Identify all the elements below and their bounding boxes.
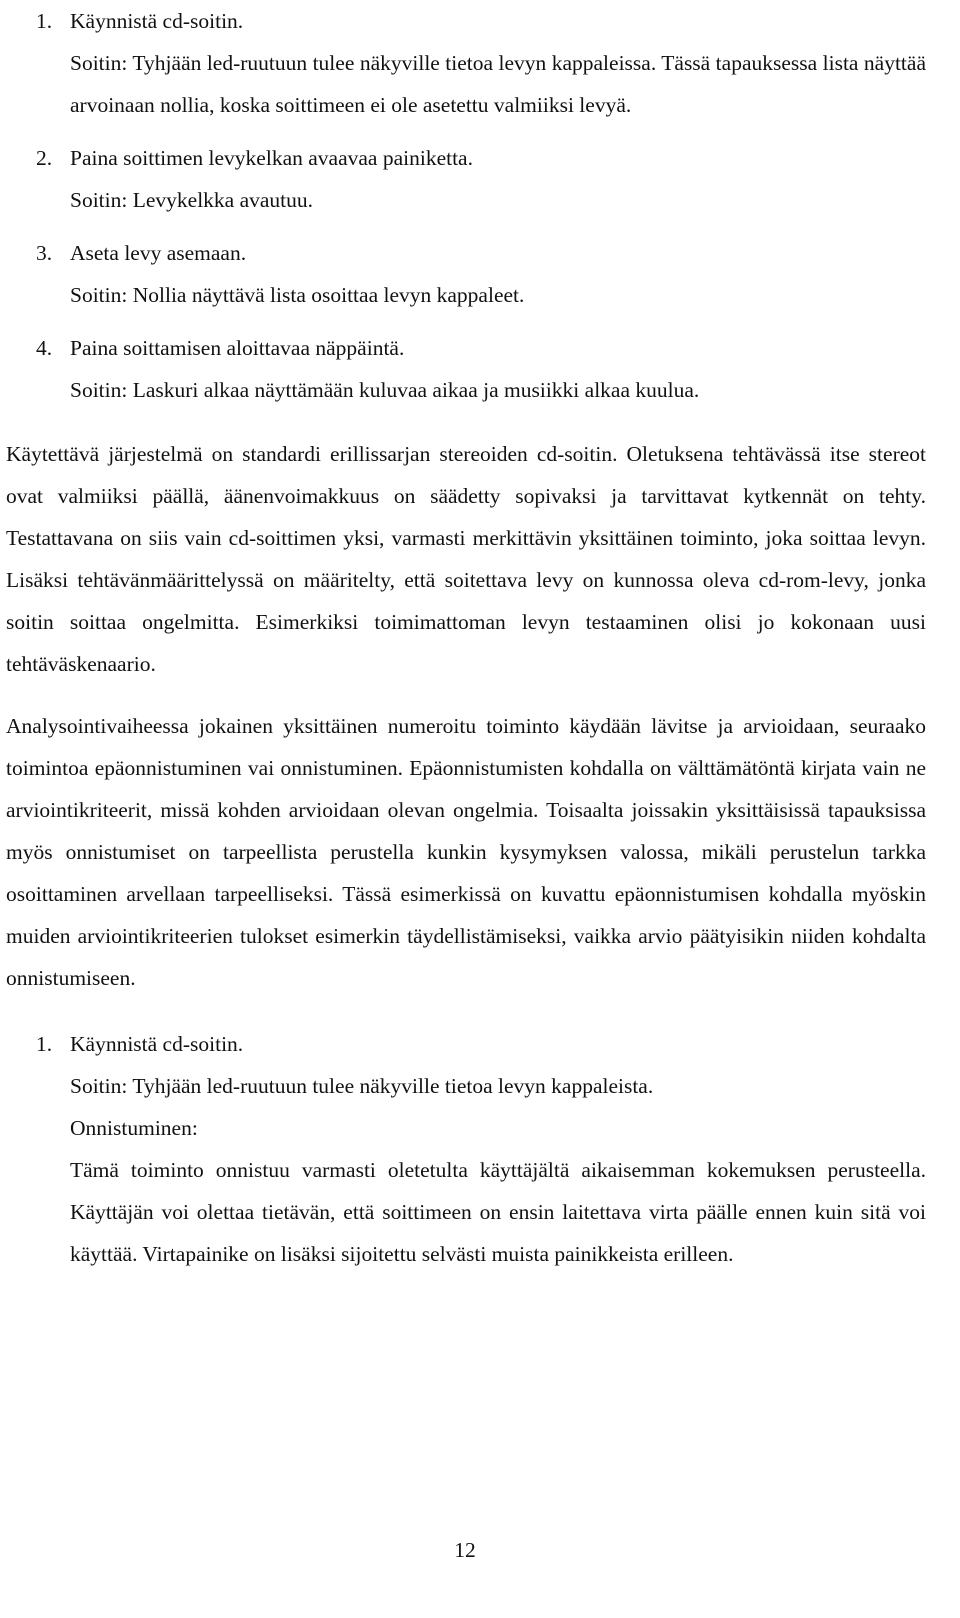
step-number: 1. [36,9,53,33]
evaluation-body: Tämä toiminto onnistuu varmasti oletetulta käyttäjältä aikaisemman kokemuksen perusteella. Käyttäjän voi olettaa tietävän, että soittimeen on ensin laitettava virta päälle ennen kuin sitä voi käyttää. Virtapainike on lisäksi sijoitettu selvästi muista painikkeista erilleen. [70,1158,926,1266]
body-paragraph-analysis: Analysointivaiheessa jokainen yksittäinen numeroitu toiminto käydään lävitse ja arvioidaan, seuraako toimintoa epäonnistuminen vai onnistuminen. Epäonnistumisten kohdalla on välttämätöntä kirjata vain ne arviointikriteerit, missä kohden arvioidaan olevan ongelmia. Toisaalta joissakin yksittäisissä tapauksissa myös onnistumiset on tarpeellista perustella kunkin kysymyksen valossa, mikäli perustelun tarkka osoittaminen arvellaan tarpeelliseksi. Tässä esimerkissä on kuvattu epäonnistumisen kohdalla myöskin muiden arviointikriteerien tulokset esimerkin täydellistämiseksi, vaikka arvio päätyisikin niiden kohdalta onnistumiseen. [6,714,926,990]
list-item [6,1023,926,1275]
step-response: Soitin: Tyhjään led-ruutuun tulee näkyville tietoa levyn kappaleissa. Tässä tapauksessa lista näyttää arvoinaan nollia, koska soittimeen ei ole asetettu valmiiksi levyä. [70,51,926,117]
body-paragraph-system: Käytettävä järjestelmä on standardi erillissarjan stereoiden cd-soitin. Oletuksena tehtävässä itse stereot ovat valmiiksi päällä, äänenvoimakkuus on säädetty sopivaksi ja tarvittavat kytkennät on tehty. Testattavana on siis vain cd-soittimen yksi, varmasti merkittävin yksittäinen toiminto, joka soittaa levyn. Lisäksi tehtävänmäärittelyssä on määritelty, että soitettava levy on kunnossa oleva cd-rom-levy, jonka soitin soittaa ongelmitta. Esimerkiksi toimimattoman levyn testaaminen olisi jo kokonaan uusi tehtäväskenaario. [6,442,926,676]
evaluation-label: Onnistuminen: [70,1116,198,1140]
step-number: 2. [36,146,53,170]
step-number: 4. [36,336,53,360]
list-item [6,232,926,316]
step-action: Paina soittamisen aloittavaa näppäintä. [70,336,405,360]
step-response: Soitin: Nollia näyttävä lista osoittaa levyn kappaleet. [70,283,525,307]
step-response: Soitin: Levykelkka avautuu. [70,188,314,212]
step-number: 1. [36,1032,53,1056]
step-response: Soitin: Tyhjään led-ruutuun tulee näkyville tietoa levyn kappaleista. [70,1074,654,1098]
document-page [6,0,926,1286]
list-item [6,0,926,126]
step-response: Soitin: Laskuri alkaa näyttämään kuluvaa aikaa ja musiikki alkaa kuulua. [70,378,700,402]
list-item [6,327,926,411]
step-action: Aseta levy asemaan. [70,241,247,265]
step-action: Käynnistä cd-soitin. [70,9,244,33]
analysis-steps-list [6,1023,926,1275]
list-item [6,137,926,221]
step-action: Käynnistä cd-soitin. [70,1032,244,1056]
page-number: 12 [454,1538,476,1562]
task-steps-list [6,0,926,411]
step-number: 3. [36,241,53,265]
step-action: Paina soittimen levykelkan avaavaa painiketta. [70,146,473,170]
